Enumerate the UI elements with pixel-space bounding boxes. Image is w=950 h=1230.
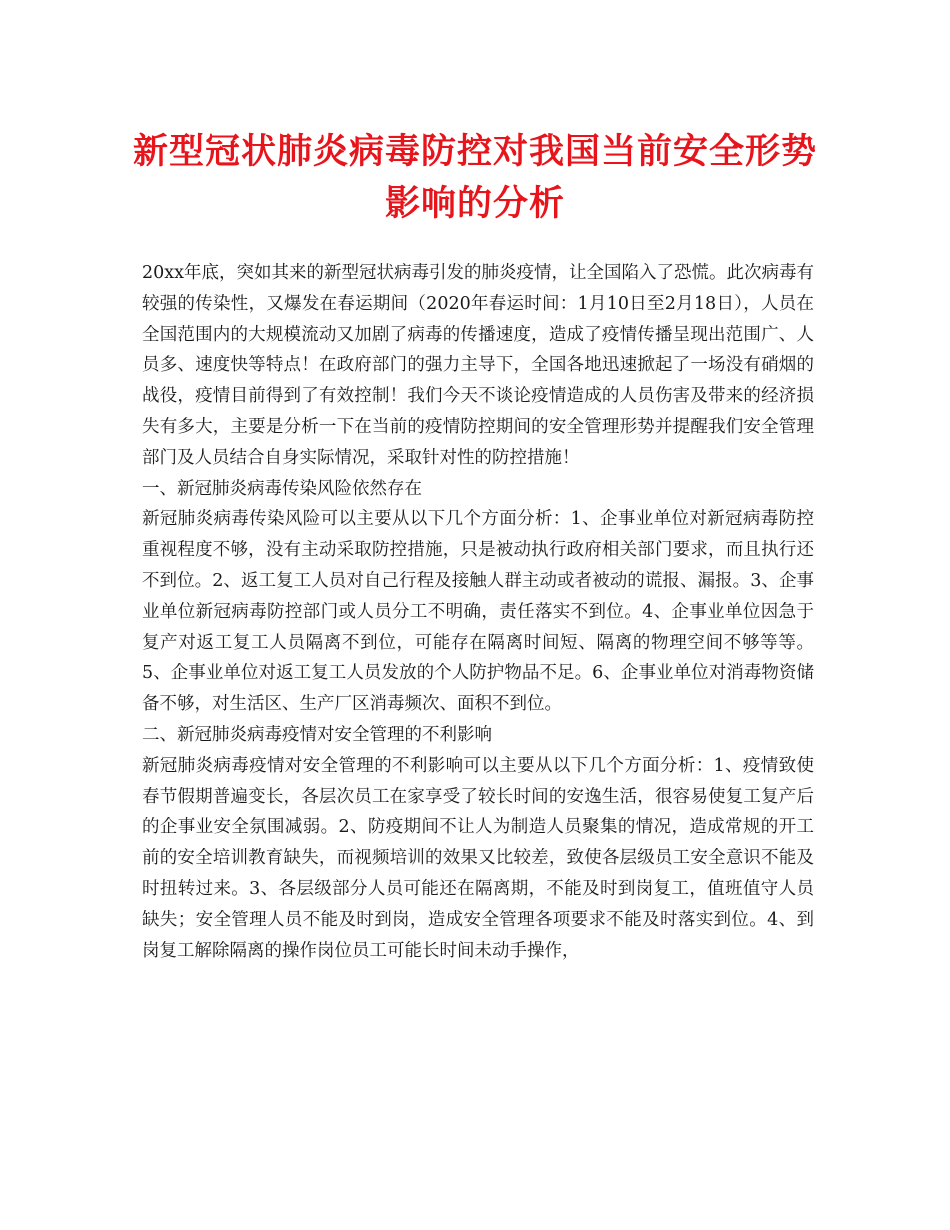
document-title: 新型冠状肺炎病毒防控对我国当前安全形势影响的分析 [132,131,817,224]
section-paragraph-2: 新冠肺炎病毒疫情对安全管理的不利影响可以主要从以下几个方面分析：1、疫情致使春节假期普遍变长，各层次员工在家享受了较长时间的安逸生活，很容易使复工复产后的企事业安全氛围减弱。2、防疫期间不让人为制造人员聚集的情况，造成常规的开工前的安全培训教育缺失，而视频培训的效果又比较差，致使各层级员工安全意识不能及时扭转过来。3、各层级部分人员可能还在隔离期，不能及时到岗复工，值班值守人员缺失；安全管理人员不能及时到岗，造成安全管理各项要求不能及时落实到位。4、到岗复工解除隔离的操作岗位员工可能长时间未动手操作， [142,755,814,961]
intro-paragraph: 20xx年底，突如其来的新型冠状病毒引发的肺炎疫情，让全国陷入了恐慌。此次病毒有较强的传染性，又爆发在春运期间（2020年春运时间：1月10日至2月18日），人员在全国范围内的大规模流动又加剧了病毒的传播速度，造成了疫情传播呈现出范围广、人员多、速度快等特点！在政府部门的强力主导下，全国各地迅速掀起了一场没有硝烟的战役，疫情目前得到了有效控制！我们今天不谈论疫情造成的人员伤害及带来的经济损失有多大，主要是分析一下在当前的疫情防控期间的安全管理形势并提醒我们安全管理部门及人员结合自身实际情况，采取针对性的防控措施！ [142,263,815,468]
section-heading-2: 二、新冠肺炎病毒疫情对安全管理的不利影响 [142,724,492,745]
section-heading-1: 一、新冠肺炎病毒传染风险依然存在 [142,478,422,499]
section-paragraph-1: 新冠肺炎病毒传染风险可以主要从以下几个方面分析：1、企事业单位对新冠病毒防控重视程度不够，没有主动采取防控措施，只是被动执行政府相关部门要求，而且执行还不到位。2、返工复工人员对自己行程及接触人群主动或者被动的谎报、漏报。3、企事业单位新冠病毒防控部门或人员分工不明确，责任落实不到位。4、企事业单位因急于复产对返工复工人员隔离不到位，可能存在隔离时间短、隔离的物理空间不够等等。5、企事业单位对返工复工人员发放的个人防护物品不足。6、企事业单位对消毒物资储备不够，对生活区、生产厂区消毒频次、面积不到位。 [142,509,814,715]
document-body [142,258,814,966]
